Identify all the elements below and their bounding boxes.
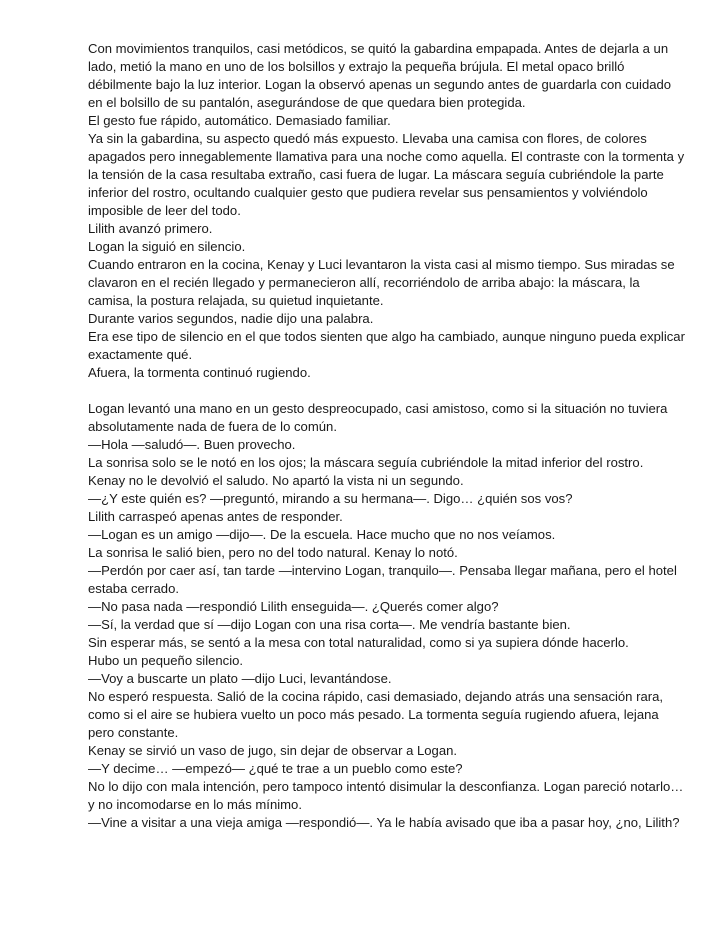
paragraph: —Hola —saludó—. Buen provecho.	[88, 437, 296, 452]
document-page	[88, 40, 688, 832]
paragraph: —No pasa nada —respondió Lilith enseguida—. ¿Querés comer algo?	[88, 599, 499, 614]
paragraph: Hubo un pequeño silencio.	[88, 653, 244, 668]
section-break	[88, 382, 688, 400]
paragraph: Lilith avanzó primero.	[88, 221, 213, 236]
paragraph: —Voy a buscarte un plato —dijo Luci, levantándose.	[88, 671, 392, 686]
paragraph: —Y decime… —empezó— ¿qué te trae a un pueblo como este?	[88, 761, 463, 776]
paragraph: Lilith carraspeó apenas antes de responder.	[88, 509, 343, 524]
paragraph: La sonrisa solo se le notó en los ojos; la máscara seguía cubriéndole la mitad inferior del rostro.	[88, 455, 644, 470]
paragraph: El gesto fue rápido, automático. Demasiado familiar.	[88, 113, 391, 128]
paragraph: Sin esperar más, se sentó a la mesa con total naturalidad, como si ya supiera dónde hacerlo.	[88, 635, 629, 650]
paragraph: Kenay no le devolvió el saludo. No apartó la vista ni un segundo.	[88, 473, 464, 488]
paragraph: Logan levantó una mano en un gesto despreocupado, casi amistoso, como si la situación no tuviera absolutamente nada de fuera de lo común.	[88, 401, 668, 434]
paragraph: —Vine a visitar a una vieja amiga —respondió—. Ya le había avisado que iba a pasar hoy, ¿no, Lilith?	[88, 815, 680, 830]
paragraph: No lo dijo con mala intención, pero tampoco intentó disimular la desconfianza. Logan pareció notarlo… y no incomodarse en lo más mínimo.	[88, 779, 684, 812]
paragraph: Logan la siguió en silencio.	[88, 239, 246, 254]
paragraph: Afuera, la tormenta continuó rugiendo.	[88, 365, 311, 380]
paragraph: No esperó respuesta. Salió de la cocina rápido, casi demasiado, dejando atrás una sensación rara, como si el aire se hubiera vuelto un poco más pesado. La tormenta seguía rugiendo afuera, lejana pero constante.	[88, 689, 664, 740]
paragraph: Durante varios segundos, nadie dijo una palabra.	[88, 311, 374, 326]
paragraph: —Logan es un amigo —dijo—. De la escuela. Hace mucho que no nos veíamos.	[88, 527, 556, 542]
paragraph: Con movimientos tranquilos, casi metódicos, se quitó la gabardina empapada. Antes de dejarla a un lado, metió la mano en uno de los bolsillos y extrajo la pequeña brújula. El metal opaco brilló débilmente bajo la luz interior. Logan la observó apenas un segundo antes de guardarla con cuidado en el bolsillo de su pantalón, asegurándose de que quedara bien protegida.	[88, 41, 672, 110]
paragraph: La sonrisa le salió bien, pero no del todo natural. Kenay lo notó.	[88, 545, 458, 560]
paragraph: Era ese tipo de silencio en el que todos sienten que algo ha cambiado, aunque ninguno pueda explicar exactamente qué.	[88, 329, 685, 362]
paragraph: Kenay se sirvió un vaso de jugo, sin dejar de observar a Logan.	[88, 743, 458, 758]
paragraph: —¿Y este quién es? —preguntó, mirando a su hermana—. Digo… ¿quién sos vos?	[88, 491, 573, 506]
paragraph: —Perdón por caer así, tan tarde —intervino Logan, tranquilo—. Pensaba llegar mañana, pero el hotel estaba cerrado.	[88, 563, 677, 596]
paragraph: Cuando entraron en la cocina, Kenay y Luci levantaron la vista casi al mismo tiempo. Sus miradas se clavaron en el recién llegado y permanecieron allí, recorriéndolo de arriba abajo: la máscara, la camisa, la postura relajada, su quietud inquietante.	[88, 257, 675, 308]
paragraph: Ya sin la gabardina, su aspecto quedó más expuesto. Llevaba una camisa con flores, de colores apagados pero innegablemente llamativa para una noche como aquella. El contraste con la tormenta y la tensión de la casa resultaba extraño, casi fuera de lugar. La máscara seguía cubriéndole la parte inferior del rostro, ocultando cualquier gesto que pudiera revelar sus pensamientos y volviéndolo imposible de leer del todo.	[88, 131, 685, 218]
paragraph: —Sí, la verdad que sí —dijo Logan con una risa corta—. Me vendría bastante bien.	[88, 617, 571, 632]
